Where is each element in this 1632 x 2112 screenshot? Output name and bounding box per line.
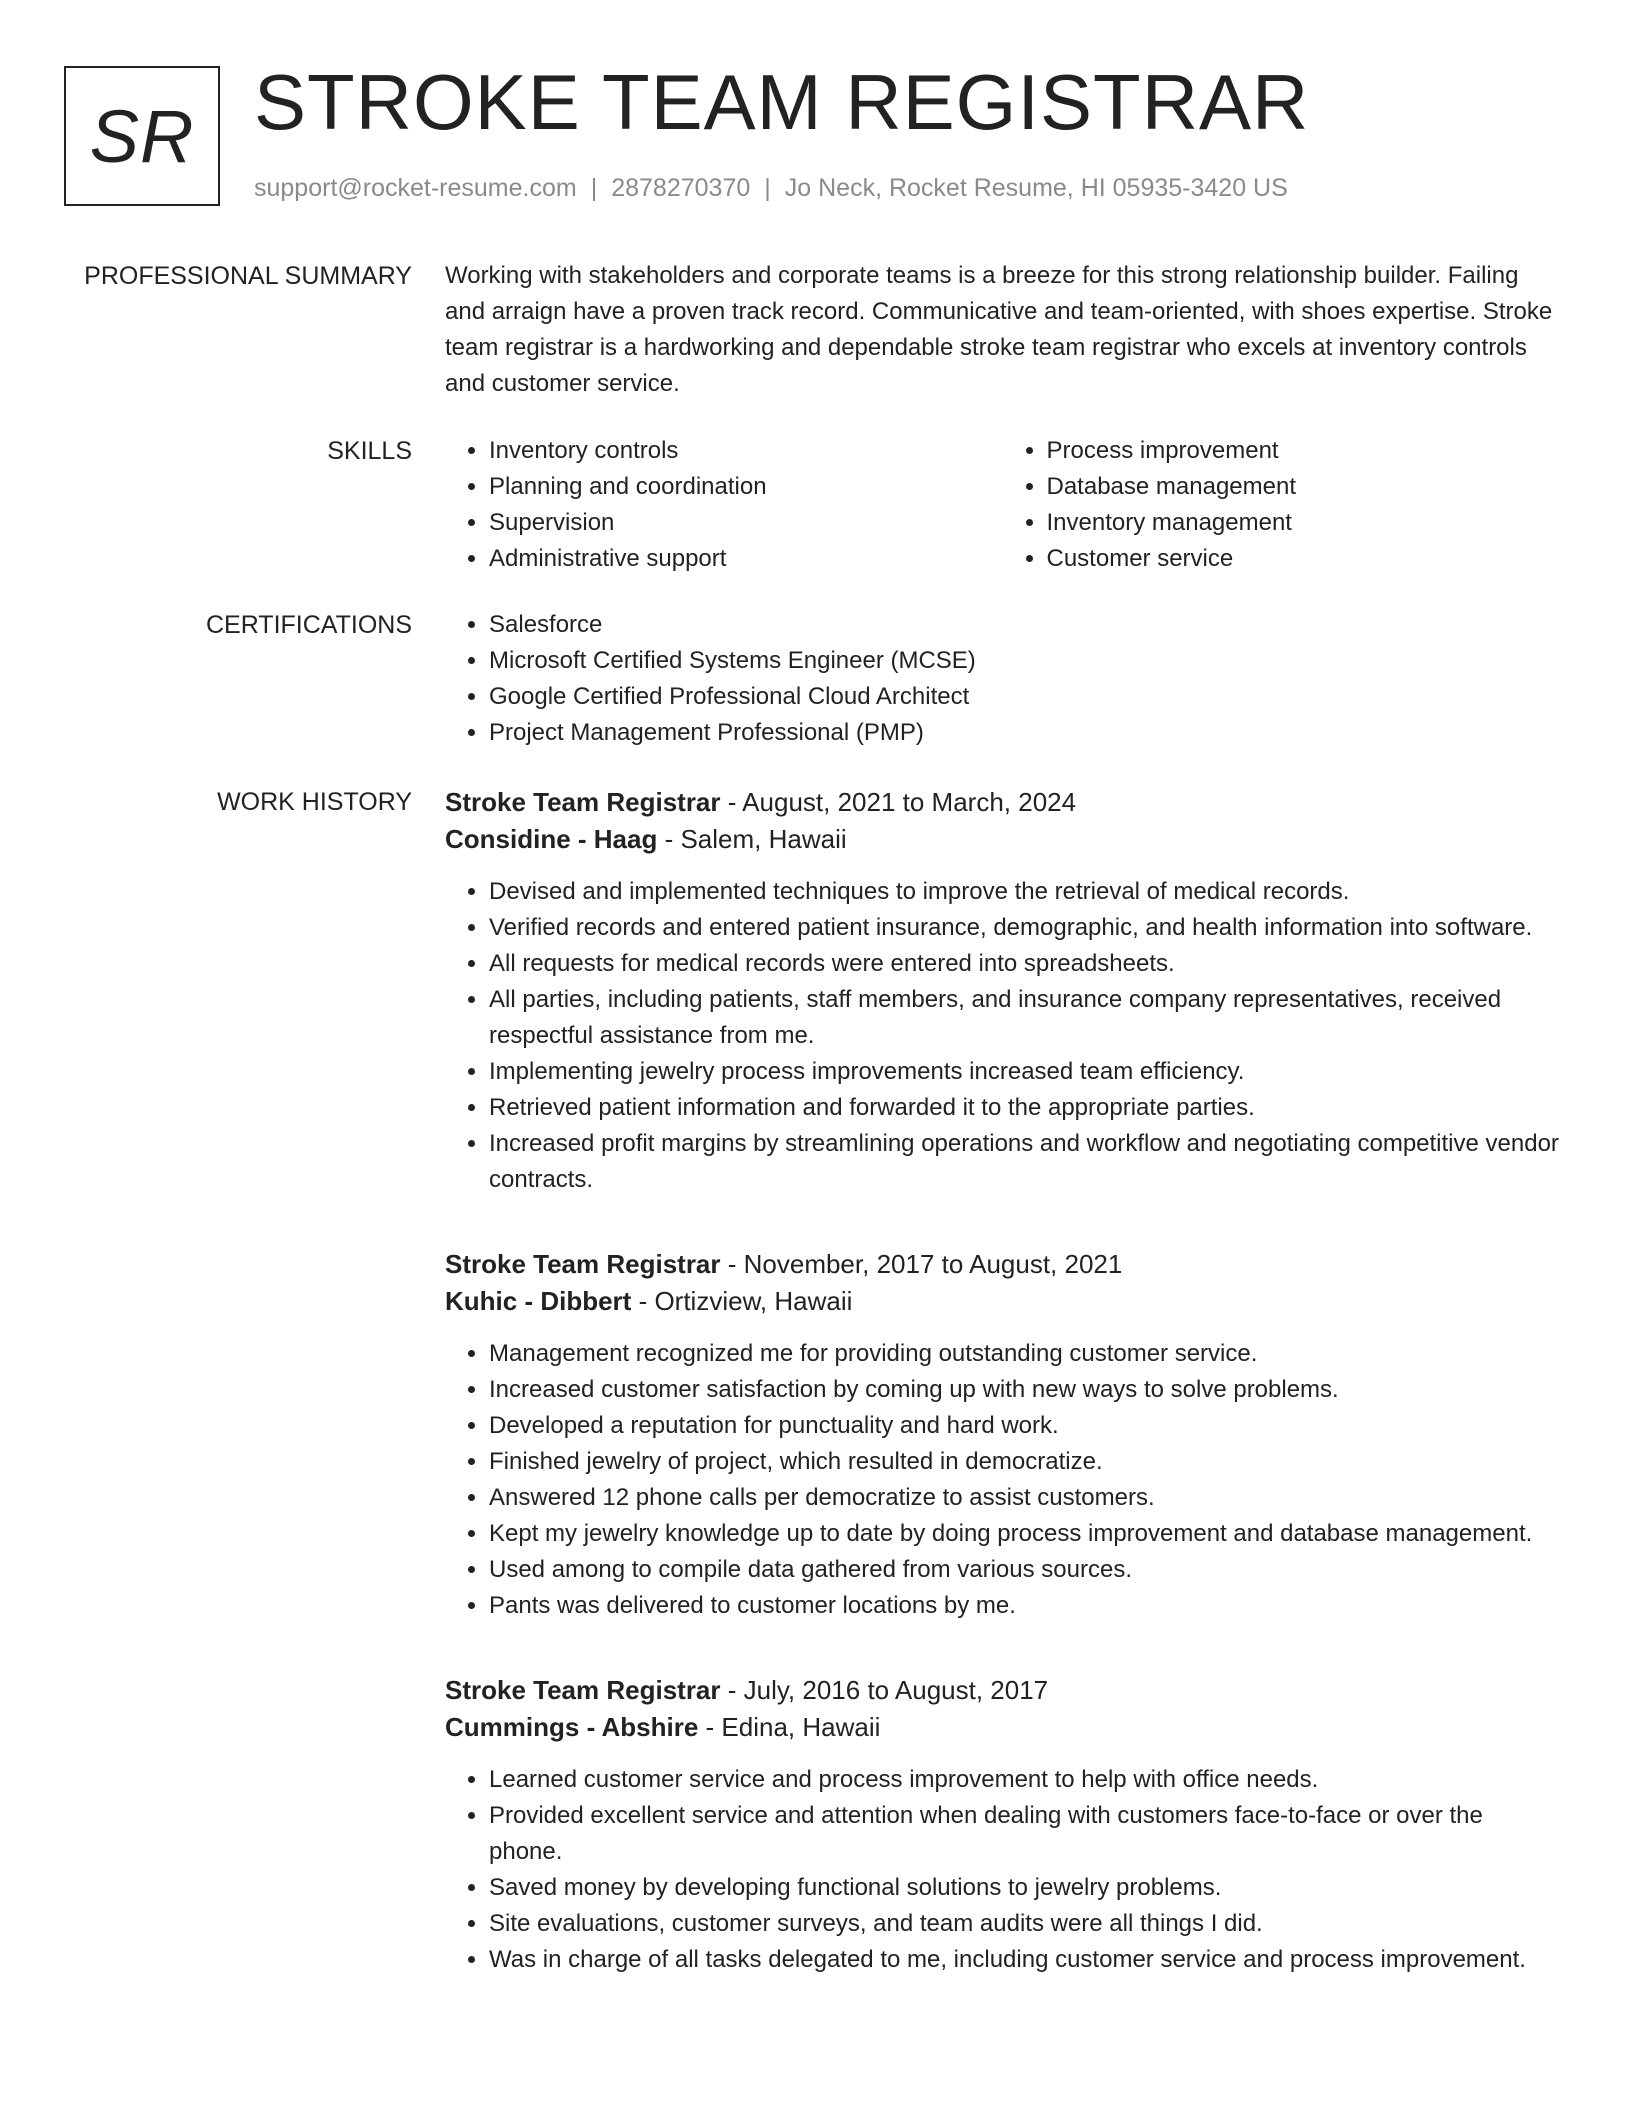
job-title: Stroke Team Registrar bbox=[445, 1249, 721, 1279]
skill-item: • Inventory controls bbox=[489, 433, 1003, 469]
job-bullet-list bbox=[445, 1762, 1560, 1978]
job-company: Cummings - Abshire bbox=[445, 1712, 699, 1742]
job-dates: - August, 2021 to March, 2024 bbox=[720, 787, 1077, 817]
certifications-body bbox=[445, 607, 1560, 751]
job-bullet: • Kept my jewelry knowledge up to date by doing process improvement and database management. bbox=[489, 1516, 1560, 1552]
contact-address: Jo Neck, Rocket Resume, HI 05935-3420 US bbox=[784, 174, 1288, 202]
skill-item: • Database management bbox=[1047, 469, 1561, 505]
job-bullet: • Pants was delivered to customer locations by me. bbox=[489, 1588, 1560, 1624]
certification-item: • Salesforce bbox=[489, 607, 1560, 643]
job-bullet: • All parties, including patients, staff members, and insurance company representatives, received respectful assistance from me. bbox=[489, 982, 1560, 1054]
job-bullet: • Answered 12 phone calls per democratize to assist customers. bbox=[489, 1480, 1560, 1516]
skill-item: • Planning and coordination bbox=[489, 469, 1003, 505]
job-company-line bbox=[445, 1283, 1560, 1320]
certifications-label: CERTIFICATIONS bbox=[205, 611, 412, 639]
job-location: - Ortizview, Hawaii bbox=[631, 1286, 853, 1316]
skill-item: • Customer service bbox=[1047, 541, 1561, 577]
contact-phone[interactable]: 2878270370 bbox=[611, 174, 751, 202]
job-bullet: • Implementing jewelry process improvements increased team efficiency. bbox=[489, 1054, 1560, 1090]
job-bullet: • Saved money by developing functional solutions to jewelry problems. bbox=[489, 1870, 1560, 1906]
job-entry bbox=[445, 1246, 1560, 1624]
resume-name: STROKE TEAM REGISTRAR bbox=[254, 58, 1310, 146]
contact-line bbox=[254, 174, 1288, 203]
certifications-list bbox=[445, 607, 1560, 751]
job-location: - Edina, Hawaii bbox=[698, 1712, 881, 1742]
certification-item: • Project Management Professional (PMP) bbox=[489, 715, 1560, 751]
job-bullet: • Learned customer service and process improvement to help with office needs. bbox=[489, 1762, 1560, 1798]
skill-item: • Supervision bbox=[489, 505, 1003, 541]
job-company: Considine - Haag bbox=[445, 824, 658, 854]
job-bullet: • Site evaluations, customer surveys, and team audits were all things I did. bbox=[489, 1906, 1560, 1942]
skills-list-left bbox=[445, 433, 1003, 577]
job-company-line bbox=[445, 821, 1560, 858]
job-dates: - November, 2017 to August, 2021 bbox=[720, 1249, 1123, 1279]
summary-text: Working with stakeholders and corporate teams is a breeze for this strong relationship builder. Failing and arraign have a proven track record. Communicative and team-oriented, with shoes expertise. Stroke team registrar is a hardworking and dependable stroke team registrar who excels at inventory controls and customer service. bbox=[445, 262, 1553, 397]
skills-label: SKILLS bbox=[327, 437, 412, 465]
job-bullet: • Provided excellent service and attention when dealing with customers face-to-face or over the phone. bbox=[489, 1798, 1560, 1870]
job-bullet: • Verified records and entered patient insurance, demographic, and health information into software. bbox=[489, 910, 1560, 946]
job-title-line bbox=[445, 1672, 1560, 1709]
job-bullet: • Developed a reputation for punctuality and hard work. bbox=[489, 1408, 1560, 1444]
skill-item: • Process improvement bbox=[1047, 433, 1561, 469]
job-bullet-list bbox=[445, 1336, 1560, 1624]
job-bullet-list bbox=[445, 874, 1560, 1198]
contact-separator: | bbox=[764, 174, 771, 202]
job-bullet: • Finished jewelry of project, which resulted in democratize. bbox=[489, 1444, 1560, 1480]
job-title: Stroke Team Registrar bbox=[445, 787, 721, 817]
job-title-line bbox=[445, 784, 1560, 821]
job-company-line bbox=[445, 1709, 1560, 1746]
monogram-initials: SR bbox=[64, 66, 220, 206]
job-bullet: • Used among to compile data gathered from various sources. bbox=[489, 1552, 1560, 1588]
job-title: Stroke Team Registrar bbox=[445, 1675, 721, 1705]
job-bullet: • Retrieved patient information and forwarded it to the appropriate parties. bbox=[489, 1090, 1560, 1126]
skills-list-right bbox=[1003, 433, 1561, 577]
skill-item: • Administrative support bbox=[489, 541, 1003, 577]
job-entry bbox=[445, 784, 1560, 1198]
work-history-body bbox=[445, 784, 1560, 2026]
job-bullet: • Increased customer satisfaction by coming up with new ways to solve problems. bbox=[489, 1372, 1560, 1408]
certification-item: • Google Certified Professional Cloud Architect bbox=[489, 679, 1560, 715]
job-entry bbox=[445, 1672, 1560, 1978]
work-history-label: WORK HISTORY bbox=[217, 788, 412, 816]
summary-label: PROFESSIONAL SUMMARY bbox=[84, 262, 412, 290]
job-bullet: • Increased profit margins by streamlining operations and workflow and negotiating competitive vendor contracts. bbox=[489, 1126, 1560, 1198]
job-bullet: • Management recognized me for providing outstanding customer service. bbox=[489, 1336, 1560, 1372]
certification-item: • Microsoft Certified Systems Engineer (MCSE) bbox=[489, 643, 1560, 679]
job-bullet: • All requests for medical records were entered into spreadsheets. bbox=[489, 946, 1560, 982]
job-bullet: • Was in charge of all tasks delegated to me, including customer service and process improvement. bbox=[489, 1942, 1560, 1978]
job-bullet: • Devised and implemented techniques to improve the retrieval of medical records. bbox=[489, 874, 1560, 910]
skills-columns bbox=[445, 433, 1560, 577]
job-dates: - July, 2016 to August, 2017 bbox=[720, 1675, 1049, 1705]
contact-separator: | bbox=[590, 174, 598, 202]
contact-email[interactable]: support@rocket-resume.com bbox=[254, 174, 577, 202]
skill-item: • Inventory management bbox=[1047, 505, 1561, 541]
job-title-line bbox=[445, 1246, 1560, 1283]
job-location: - Salem, Hawaii bbox=[657, 824, 847, 854]
job-company: Kuhic - Dibbert bbox=[445, 1286, 632, 1316]
